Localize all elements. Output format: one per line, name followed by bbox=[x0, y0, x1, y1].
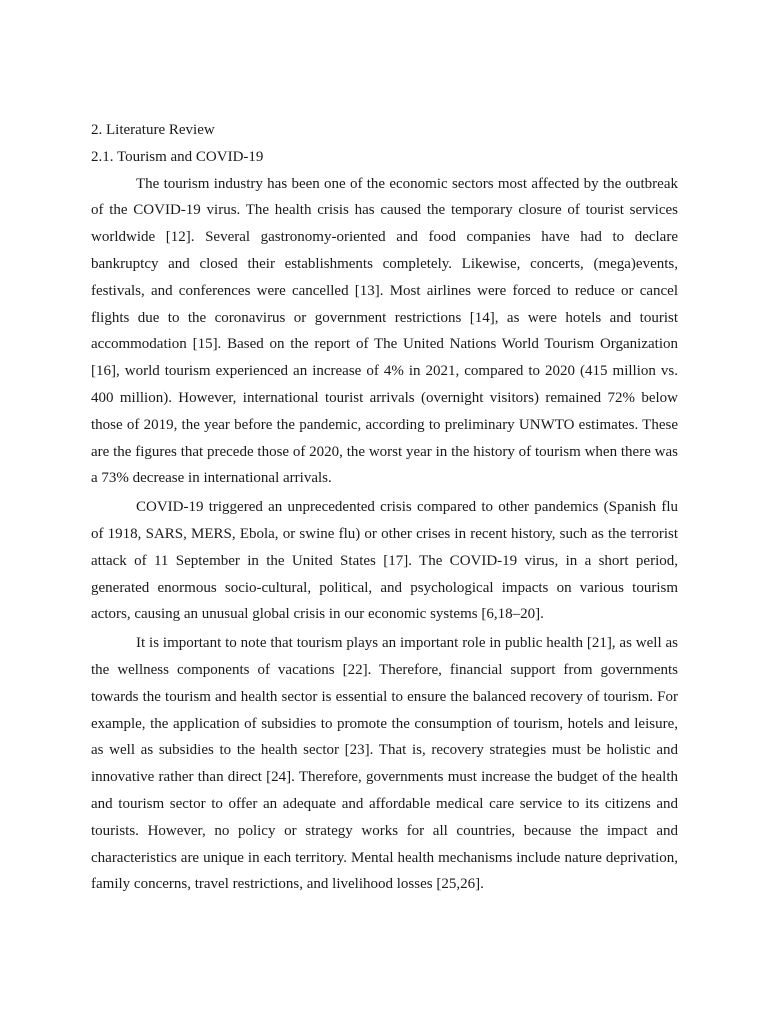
page-content bbox=[91, 117, 678, 898]
paragraph-1: The tourism industry has been one of the economic sectors most affected by the outbreak of the COVID-19 virus. The health crisis has caused the temporary closure of tourist services worldwide [12]. Several gastronomy-oriented and food companies have had to declare bankruptcy and closed their establishments completely. Likewise, concerts, (mega)events, festivals, and conferences were cancelled [13]. Most airlines were forced to reduce or cancel flights due to the coronavirus or government restrictions [14], as were hotels and tourist accommodation [15]. Based on the report of The United Nations World Tourism Organization [16], world tourism experienced an increase of 4% in 2021, compared to 2020 (415 million vs. 400 million). However, international tourist arrivals (overnight visitors) remained 72% below those of 2019, the year before the pandemic, according to preliminary UNWTO estimates. These are the figures that precede those of 2020, the worst year in the history of tourism when there was a 73% decrease in international arrivals. bbox=[91, 175, 678, 487]
section-heading: 2. Literature Review bbox=[91, 122, 215, 138]
paragraph-3: It is important to note that tourism plays an important role in public health [21], as well as the wellness components of vacations [22]. Therefore, financial support from governments towards the tourism and health sector is essential to ensure the balanced recovery of tourism. For example, the application of subsidies to promote the consumption of tourism, hotels and leisure, as well as subsidies to the health sector [23]. That is, recovery strategies must be holistic and innovative rather than direct [24]. Therefore, governments must increase the budget of the health and tourism sector to offer an adequate and affordable medical care service to its citizens and tourists. However, no policy or strategy works for all countries, because the impact and characteristics are unique in each territory. Mental health mechanisms include nature deprivation, family concerns, travel restrictions, and livelihood losses [25,26]. bbox=[91, 635, 678, 893]
paragraph-2: COVID-19 triggered an unprecedented crisis compared to other pandemics (Spanish flu of 1918, SARS, MERS, Ebola, or swine flu) or other crises in recent history, such as the terrorist attack of 11 September in the United States [17]. The COVID-19 virus, in a short period, generated enormous socio-cultural, political, and psychological impacts on various tourism actors, causing an unusual global crisis in our economic systems [6,18–20]. bbox=[91, 499, 678, 623]
subsection-heading: 2.1. Tourism and COVID-19 bbox=[91, 148, 264, 165]
